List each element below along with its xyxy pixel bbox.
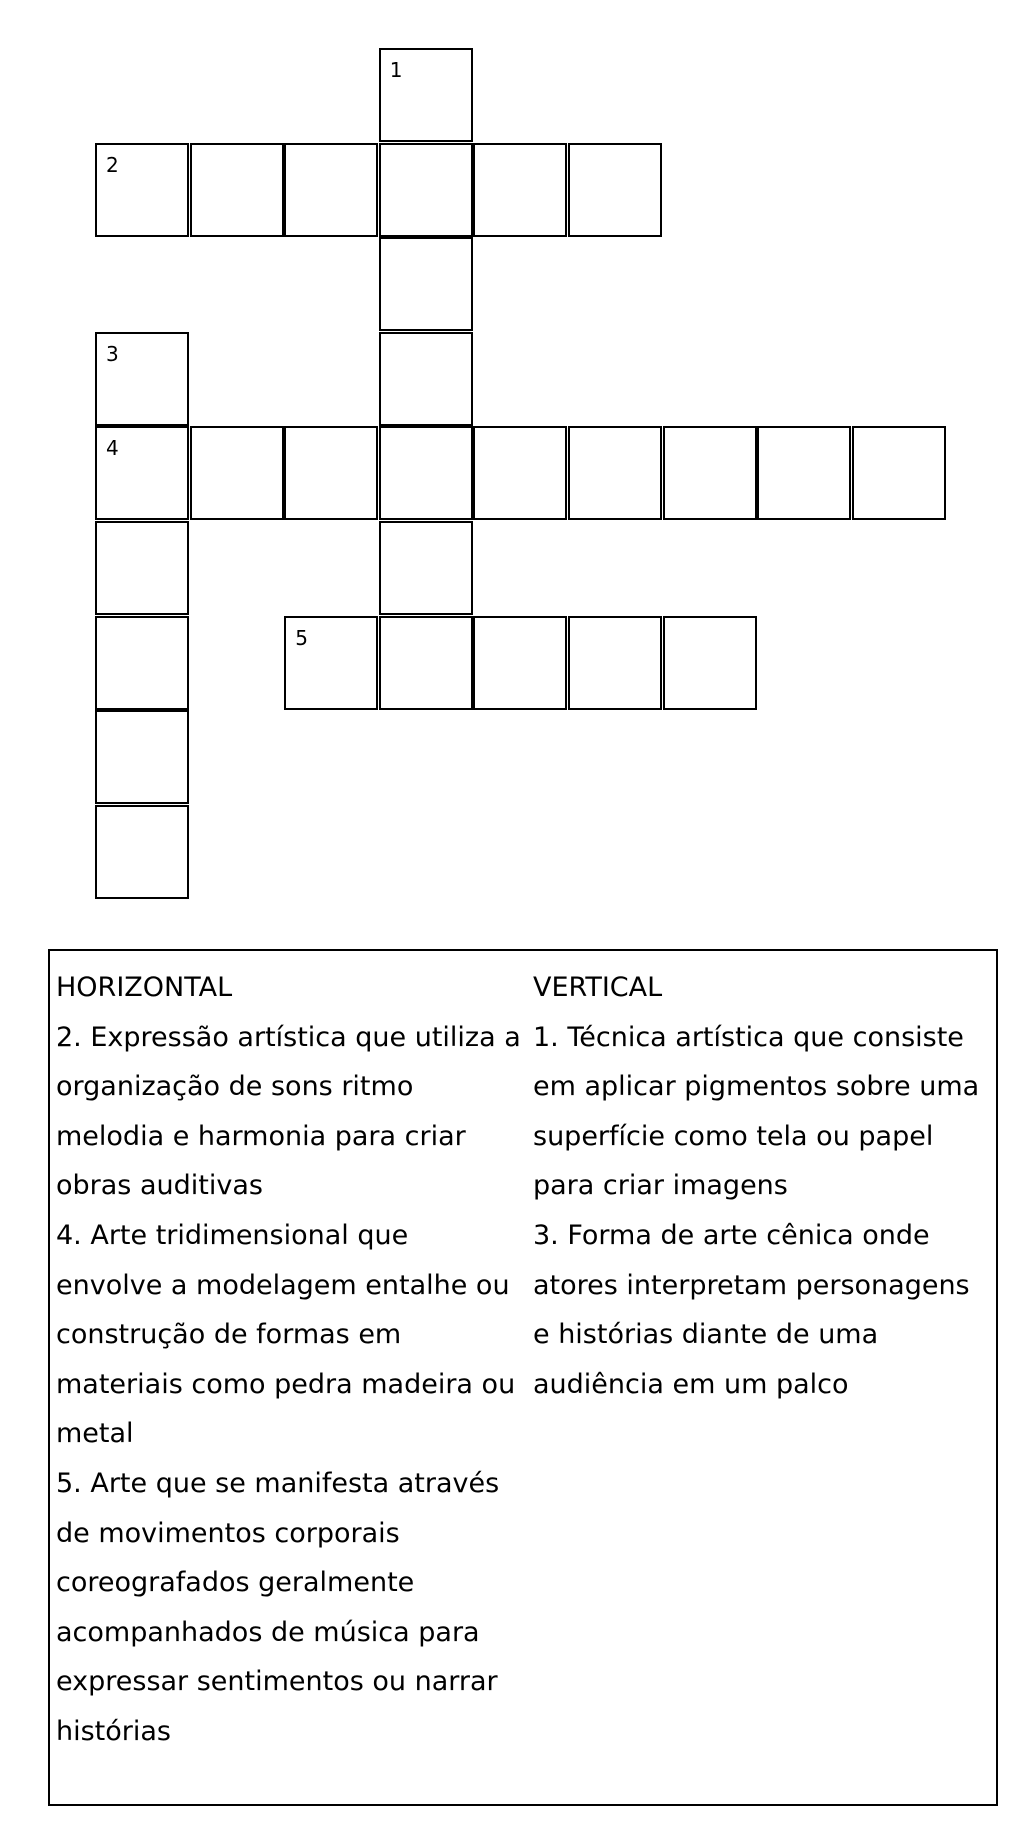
- clue-horizontal-5: 5. Arte que se manifesta através de movimentos corporais coreografados geralmente acompanhados de música para expressar sentimentos ou narrar histórias: [56, 1467, 500, 1747]
- vertical-heading: VERTICAL: [533, 972, 663, 1003]
- grid-cell[interactable]: [568, 143, 662, 237]
- grid-cell[interactable]: [190, 143, 284, 237]
- clue-number: 2: [106, 152, 119, 177]
- grid-cell[interactable]: [284, 143, 378, 237]
- grid-cell[interactable]: [284, 426, 378, 520]
- grid-cell[interactable]: [568, 616, 662, 710]
- clue-vertical-3: 3. Forma de arte cênica onde atores interpretam personagens e histórias diante de uma audiência em um palco: [533, 1219, 970, 1400]
- grid-cell[interactable]: [379, 521, 473, 615]
- clue-horizontal-4: 4. Arte tridimensional que envolve a modelagem entalhe ou construção de formas em materiais como pedra madeira ou metal: [56, 1219, 516, 1450]
- grid-cell[interactable]: [95, 332, 189, 426]
- grid-cell[interactable]: [379, 332, 473, 426]
- grid-cell[interactable]: [284, 616, 378, 710]
- clue-number: 3: [106, 341, 119, 366]
- clue-vertical-1: 1. Técnica artística que consiste em aplicar pigmentos sobre uma superfície como tela ou papel para criar imagens: [533, 1021, 980, 1202]
- grid-cell[interactable]: [379, 48, 473, 142]
- grid-cell[interactable]: [95, 805, 189, 899]
- grid-cell[interactable]: [473, 426, 567, 520]
- clue-number: 4: [106, 436, 119, 461]
- grid-cell[interactable]: [95, 426, 189, 520]
- clues-box: [48, 949, 998, 1806]
- grid-cell[interactable]: [473, 143, 567, 237]
- grid-cell[interactable]: [568, 426, 662, 520]
- grid-cell[interactable]: [473, 616, 567, 710]
- horizontal-heading: HORIZONTAL: [56, 972, 233, 1003]
- grid-cell[interactable]: [95, 616, 189, 710]
- grid-cell[interactable]: [190, 426, 284, 520]
- grid-cell[interactable]: [663, 426, 757, 520]
- clue-number: 5: [295, 625, 308, 650]
- vertical-clues: [533, 963, 988, 1409]
- grid-cell[interactable]: [663, 616, 757, 710]
- grid-cell[interactable]: [379, 616, 473, 710]
- clue-number: 1: [389, 58, 403, 82]
- grid-cell[interactable]: [95, 521, 189, 615]
- grid-cell[interactable]: [379, 426, 473, 520]
- grid-cell[interactable]: [852, 426, 946, 520]
- clue-horizontal-2: 2. Expressão artística que utiliza a organização de sons ritmo melodia e harmonia para criar obras auditivas: [56, 1021, 521, 1202]
- grid-cell[interactable]: [95, 143, 189, 237]
- grid-cell[interactable]: [95, 710, 189, 804]
- horizontal-clues: [56, 963, 521, 1757]
- grid-cell[interactable]: [757, 426, 851, 520]
- grid-cell[interactable]: [379, 237, 473, 331]
- grid-cell[interactable]: [379, 143, 473, 237]
